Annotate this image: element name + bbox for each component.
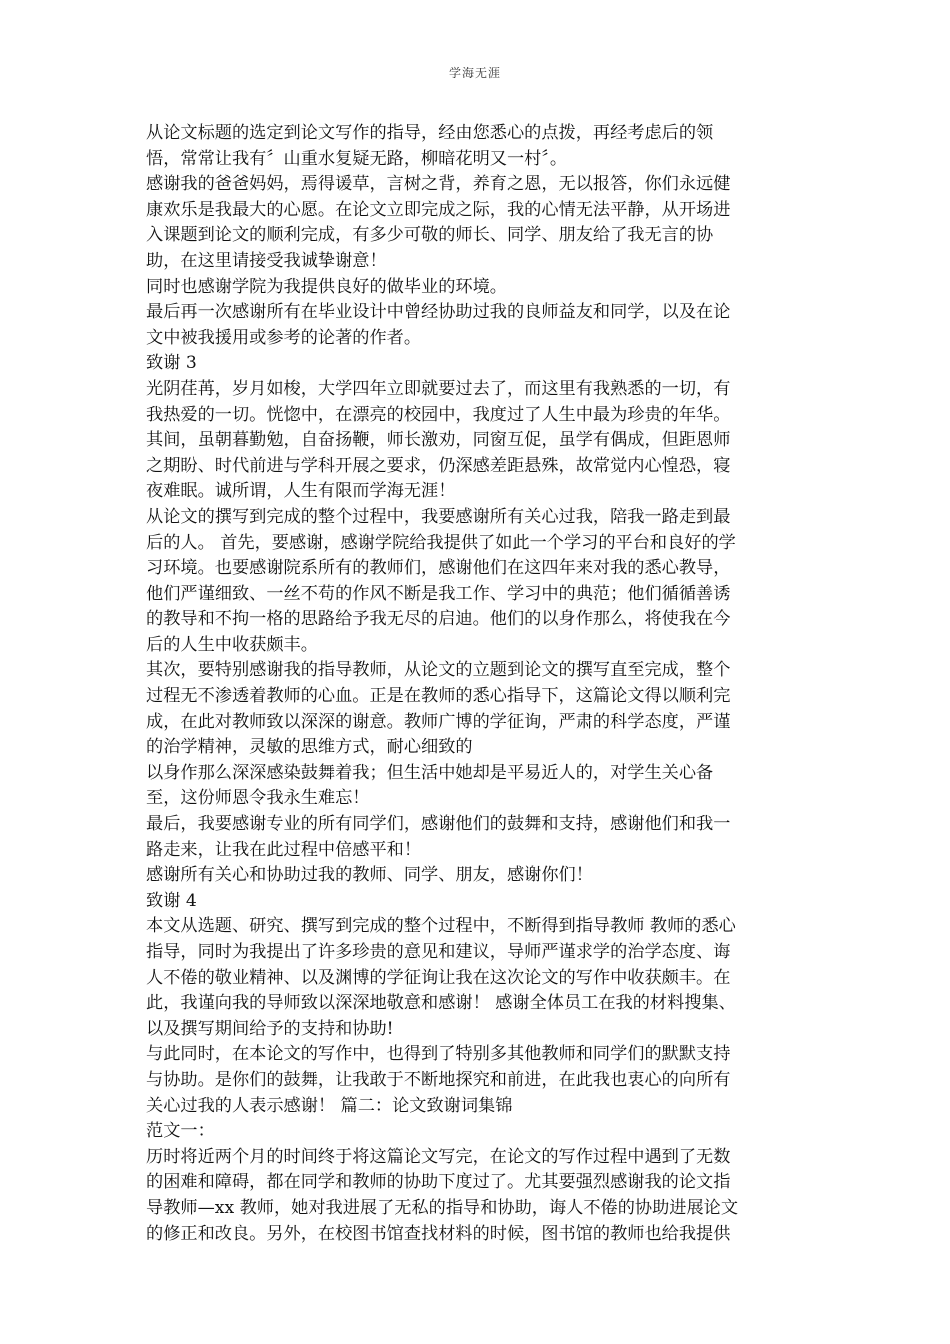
text-line: 的困难和障碍，都在同学和教师的协助下度过了。尤其要强烈感谢我的论文指 — [146, 1172, 731, 1193]
text-line: 的修正和改良。另外，在校图书馆查找材料的时候，图书馆的教师也给我提供 — [146, 1223, 731, 1244]
text-line: 感谢我的爸爸妈妈，焉得谖草，言树之背，养育之恩，无以报答，你们永远健 — [146, 174, 731, 195]
text-line: 他们严谨细致、一丝不苟的作风不断是我工作、学习中的典范；他们循循善诱 — [146, 583, 731, 604]
text-line: 以身作那么深深感染鼓舞着我；但生活中她却是平易近人的，对学生关心备 — [146, 762, 714, 783]
text-line: 导教师—xx 教师，她对我进展了无私的指导和协助，诲人不倦的协助进展论文 — [146, 1197, 739, 1218]
text-line: 成，在此对教师致以深深的谢意。教师广博的学征询，严肃的科学态度，严谨 — [146, 711, 731, 732]
text-line: 历时将近两个月的时间终于将这篇论文写完，在论文的写作过程中遇到了无数 — [146, 1146, 731, 1167]
text-line: 我热爱的一切。恍惚中，在漂亮的校园中，我度过了人生中最为珍贵的年华。 — [146, 404, 731, 425]
text-line: 此，我谨向我的导师致以深深地敬意和感谢！ 感谢全体员工在我的材料搜集、 — [146, 993, 736, 1014]
text-line: 之期盼、时代前进与学科开展之要求，仍深感差距悬殊，故常觉内心惶恐，寝 — [146, 455, 731, 476]
text-line: 指导，同时为我提出了许多珍贵的意见和建议，导师严谨求学的治学态度、诲 — [146, 942, 731, 962]
text-line: 助，在这里请接受我诚挚谢意！ — [146, 250, 387, 271]
text-line: 同时也感谢学院为我提供良好的做毕业的环境。 — [146, 276, 507, 297]
text-line: 最后再一次感谢所有在毕业设计中曾经协助过我的良师益友和同学，以及在论 — [146, 302, 731, 323]
text-line: 致谢 3 — [146, 353, 197, 374]
text-line: 悟，常常让我有〞山重水复疑无路，柳暗花明又一村〞。 — [146, 148, 568, 169]
text-line: 人不倦的敬业精神、以及渊博的学征询让我在这次论文的写作中收获颇丰。在 — [146, 967, 731, 988]
text-line: 过程无不渗透着教师的心血。正是在教师的悉心指导下，这篇论文得以顺利完 — [146, 686, 731, 707]
text-line: 本文从选题、研究、撰写到完成的整个过程中，不断得到指导教师 教师的悉心 — [146, 916, 736, 937]
text-line: 最后，我要感谢专业的所有同学们，感谢他们的鼓舞和支持，感谢他们和我一 — [146, 814, 731, 835]
text-line: 其次，要特别感谢我的指导教师，从论文的立题到论文的撰写直至完成，整个 — [146, 660, 731, 681]
text-line: 感谢所有关心和协助过我的教师、同学、朋友，感谢你们！ — [146, 865, 593, 886]
text-line: 从论文标题的选定到论文写作的指导，经由您悉心的点拨，再经考虑后的领 — [146, 123, 714, 143]
text-line: 后的人。 首先，要感谢，感谢学院给我提供了如此一个学习的平台和良好的学 — [146, 532, 736, 553]
text-line: 的治学精神，灵敏的思维方式，耐心细致的 — [146, 737, 473, 758]
text-line: 以及撰写期间给予的支持和协助! — [146, 1018, 394, 1039]
text-line: 与此同时，在本论文的写作中，也得到了特别多其他教师和同学们的默默支持 — [146, 1044, 731, 1065]
document-body — [146, 121, 806, 1247]
page-header: 学海无涯 — [448, 66, 501, 80]
text-line: 光阴荏苒，岁月如梭，大学四年立即就要过去了，而这里有我熟悉的一切，有 — [146, 378, 731, 399]
text-line: 从论文的撰写到完成的整个过程中，我要感谢所有关心过我，陪我一路走到最 — [146, 506, 731, 527]
text-line: 康欢乐是我最大的心愿。在论文立即完成之际，我的心情无法平静，从开场进 — [146, 199, 731, 220]
text-line: 路走来，让我在此过程中倍感平和！ — [146, 839, 422, 860]
text-line: 关心过我的人表示感谢！ 篇二：论文致谢词集锦 — [146, 1095, 513, 1116]
text-line: 入课题到论文的顺利完成，有多少可敬的师长、同学、朋友给了我无言的协 — [146, 225, 714, 246]
text-line: 的教导和不拘一格的思路给予我无尽的启迪。他们的以身作那么，将使我在今 — [146, 609, 731, 630]
text-line: 夜难眠。诚所谓，人生有限而学海无涯！ — [146, 481, 456, 502]
text-line: 其间，虽朝暮勤勉，自奋扬鞭，师长激劝，同窗互促，虽学有偶成，但距恩师 — [146, 430, 731, 451]
text-line: 文中被我援用或参考的论著的作者。 — [146, 327, 422, 348]
text-line: 与协助。是你们的鼓舞，让我敢于不断地探究和前进，在此我也衷心的向所有 — [146, 1069, 731, 1090]
text-line: 范文一： — [146, 1121, 215, 1142]
text-line: 习环境。也要感谢院系所有的教师们，感谢他们在这四年来对我的悉心教导， — [146, 558, 731, 579]
text-line: 后的人生中收获颇丰。 — [146, 634, 318, 655]
text-line: 致谢 4 — [146, 890, 197, 911]
text-line: 至，这份师恩令我永生难忘！ — [146, 788, 370, 809]
